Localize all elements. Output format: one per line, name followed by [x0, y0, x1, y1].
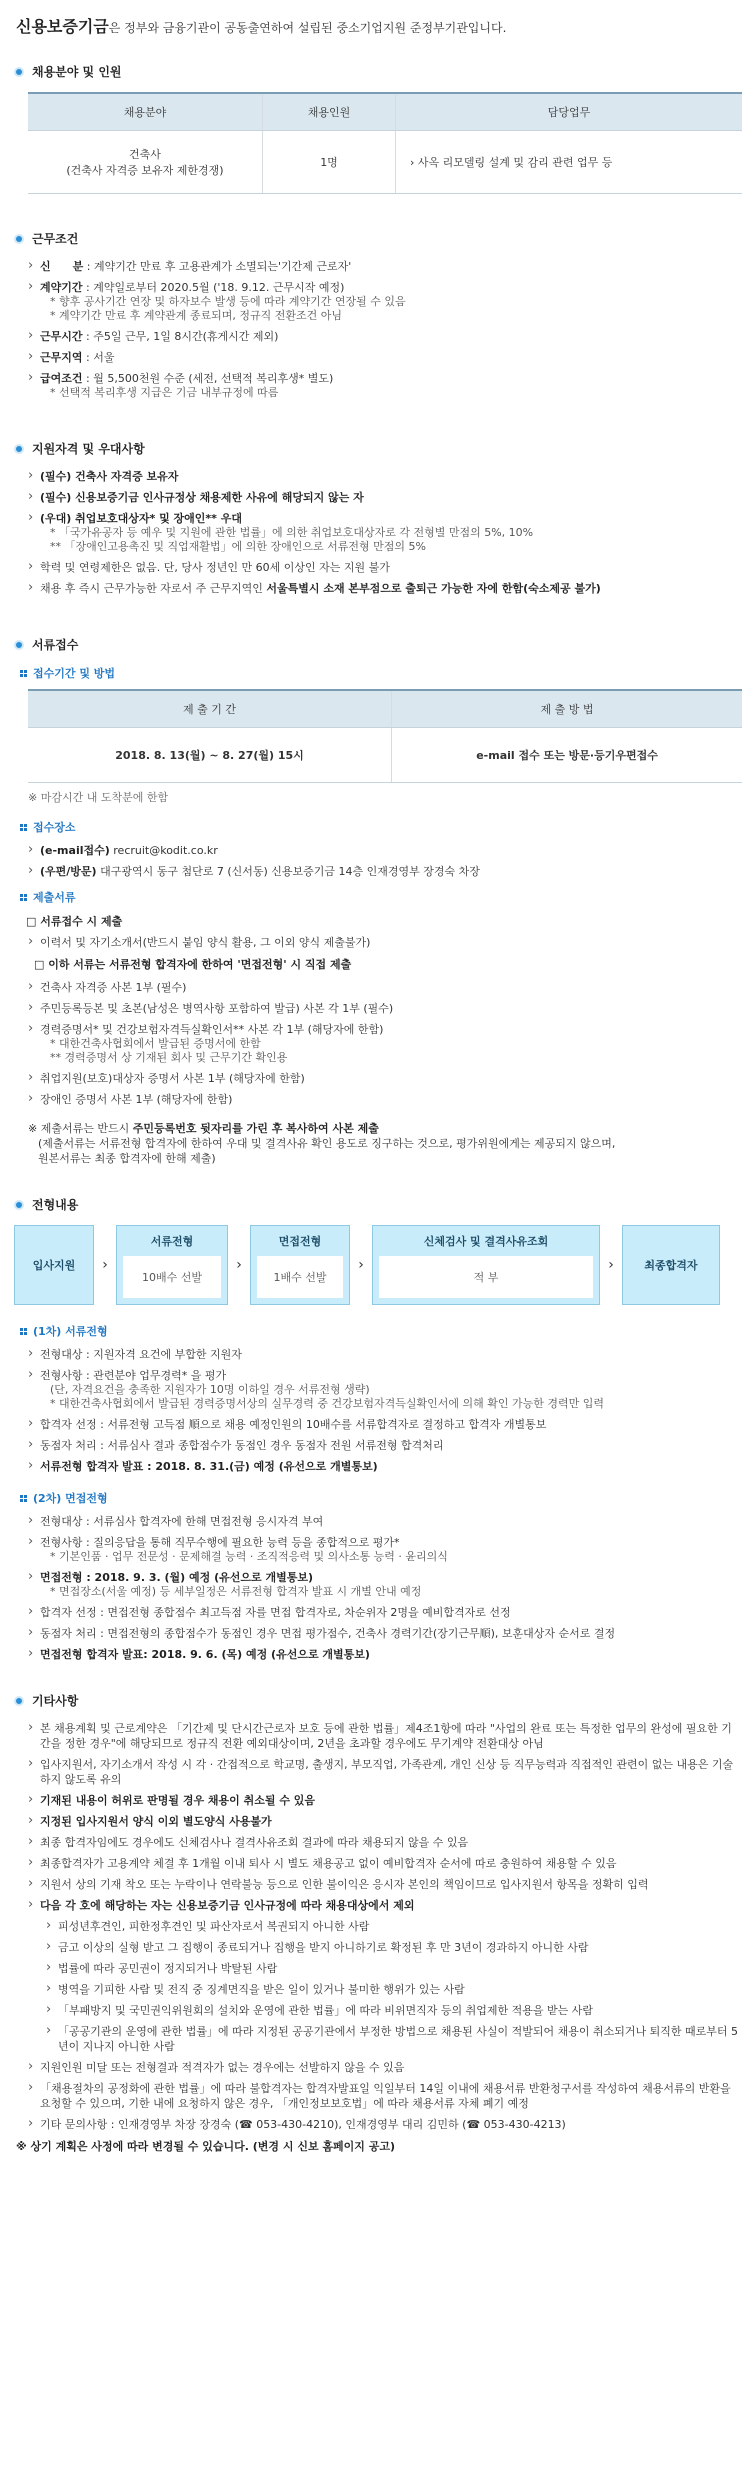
note-emphasis: 주민등록번호 뒷자리를 가린 후 복사하여 사본 제출 [132, 1122, 379, 1135]
item-text: 학력 및 연령제한은 없음. 단, 당사 정년인 만 60세 이상인 자는 지원 불가 [40, 561, 390, 574]
item-text: 합격자 선정 : 서류전형 고득점 順으로 채용 예정인원의 10배수를 서류합격자로 결정하고 합격자 개별통보 [40, 1418, 547, 1431]
list-item [28, 1814, 742, 1829]
sub-list-item: › 금고 이상의 실형 받고 그 집행이 종료되거나 집행을 받지 아니하기로 확정된 후 만 3년이 경과하지 아니한 사람 [46, 1940, 742, 1955]
item-text: 동점자 처리 : 서류심사 결과 종합점수가 동점인 경우 동점자 전원 서류전형 합격처리 [40, 1439, 444, 1452]
item-text: 경력증명서* 및 건강보험자격득실확인서** 사본 각 1부 (해당자에 한함) [40, 1023, 384, 1036]
docs-list [28, 980, 742, 1107]
item-note: ** 「장애인고용촉진 및 직업재활법」에 의한 장애인으로 서류전형 만점의 5% [50, 540, 426, 553]
col-header: 제 출 방 법 [392, 690, 742, 728]
item-note: * 기본인품 · 업무 전문성 · 문제해결 능력 · 조직적응력 및 의사소통 능력 · 윤리의식 [50, 1550, 448, 1563]
list-item [28, 1438, 742, 1453]
item-note: * 면접장소(서울 예정) 등 세부일정은 서류전형 합격자 발표 시 개별 안내 예정 [50, 1585, 422, 1598]
note-text: (제출서류는 서류전형 합격자에 한하여 우대 및 결격사유 확인 용도로 징구하는 것으로, 평가위원에게는 제공되지 않으며, [38, 1137, 616, 1150]
item-note: * 향후 공사기간 연장 및 하자보수 발생 등에 따라 계약기간 연장될 수 있음 [50, 295, 406, 308]
item-text: 전형사항 : 질의응답을 통해 직무수행에 필요한 능력 등을 종합적으로 평가* [40, 1536, 400, 1549]
item-note: (단, 자격요건을 충족한 지원자가 10명 이하일 경우 서류전형 생략) [50, 1383, 370, 1396]
flow-step [250, 1225, 350, 1305]
section-title: 근무조건 [32, 232, 79, 246]
flow-step [116, 1225, 228, 1305]
item-text: 「채용절차의 공정화에 관한 법률」에 따라 불합격자는 합격자발표일 익일부터 14일 이내에 채용서류 반환청구서를 작성하여 채용서류의 반환을 요청할 수 있으며, 기한 내에 요청하지 않은 경우, 「개인정보보호법」에 따라 채용서류 자체 폐기 예정 [40, 2082, 731, 2110]
chevron-right-icon: › [608, 1257, 614, 1273]
item-label: (우편/방문) [40, 865, 97, 878]
list-item [28, 1001, 742, 1016]
table-cell: › 사옥 리모델링 설계 및 감리 관련 업무 등 [396, 131, 743, 194]
subsection-icon [20, 824, 27, 831]
table-cell: e-mail 접수 또는 방문·등기우편접수 [392, 728, 742, 783]
list-item [28, 1535, 742, 1564]
item-text: 지원서 상의 기재 착오 또는 누락이나 연락불능 등으로 인한 불이익은 응시자 본인의 책임이므로 입사지원서 항목을 정확히 입력 [40, 1878, 649, 1891]
list-item [28, 1835, 742, 1850]
list-item [28, 511, 742, 554]
item-text: 전형사항 : 관련분야 업무경력* 을 평가 [40, 1369, 227, 1382]
section-title: 기타사항 [32, 1694, 79, 1708]
sub-list-item: › 「부패방지 및 국민권익위원회의 설치와 운영에 관한 법률」에 따라 비위면직자 등의 취업제한 적용을 받는 사람 [46, 2003, 742, 2018]
field-name: 건축사 [129, 148, 161, 161]
item-note: * 선택적 복리후생 지급은 기금 내부규정에 따름 [50, 386, 279, 399]
item-text: : 월 5,500천원 수준 (세전, 선택적 복리후생* 별도) [82, 372, 334, 385]
list-item [28, 1793, 742, 1808]
sub-list-item: › 피성년후견인, 피한정후견인 및 파산자로서 복권되지 아니한 사람 [46, 1919, 742, 1934]
step2-list [28, 1514, 742, 1662]
page [14, 0, 742, 2154]
subsection-icon [20, 1328, 27, 1335]
item-text: 최종 합격자임에도 경우에도 신체검사나 결격사유조회 결과에 따라 채용되지 않을 수 있음 [40, 1836, 469, 1849]
section-bullet-icon [14, 1696, 24, 1706]
list-item [28, 329, 742, 344]
item-text: (필수) 건축사 자격증 보유자 [40, 470, 179, 483]
section-title: 채용분야 및 인원 [32, 65, 122, 79]
section-bullet-icon [14, 1200, 24, 1210]
list-item [28, 469, 742, 484]
process-flow [14, 1225, 742, 1305]
item-text: : 계약일로부터 2020.5월 ('18. 9.12. 근무시작 예정) [82, 281, 345, 294]
place-list [28, 843, 742, 879]
section-bullet-icon [14, 640, 24, 650]
section-bullet-icon [14, 444, 24, 454]
item-text: 동점자 처리 : 면접전형의 종합점수가 동점인 경우 면접 평가점수, 건축사 경력기간(장기근무順), 보훈대상자 순서로 결정 [40, 1627, 616, 1640]
field-sub: (건축사 자격증 보유자 제한경쟁) [66, 164, 224, 177]
item-text: 최종합격자가 고용계약 체결 후 1개월 이내 퇴사 시 별도 채용공고 없이 예비합격자 순서에 따로 충원하여 채용할 수 있음 [40, 1857, 617, 1870]
col-header: 제 출 기 간 [28, 690, 392, 728]
flow-step-sub: 10배수 선발 [123, 1256, 221, 1298]
item-label: 신 분 [40, 260, 84, 273]
list-item [28, 259, 742, 274]
item-text: 입사지원서, 자기소개서 작성 시 각 · 간접적으로 학교명, 출생지, 부모직업, 가족관계, 개인 신상 등 직무능력과 직접적인 관련이 없는 내용은 기술하지 않도록 유의 [40, 1758, 734, 1786]
list-item [28, 350, 742, 365]
item-text: 기재된 내용이 허위로 판명될 경우 채용이 취소될 수 있음 [40, 1794, 316, 1807]
docs-list [28, 935, 742, 950]
list-item [28, 1605, 742, 1620]
subsection-title: 접수기간 및 방법 [33, 667, 116, 680]
email-address[interactable]: recruit@kodit.co.kr [113, 844, 218, 857]
section-process [14, 1196, 742, 1662]
flow-step-label: 면접전형 [278, 1235, 322, 1248]
list-item [28, 2081, 742, 2111]
item-text: 면접전형 합격자 발표: 2018. 9. 6. (목) 예정 (유선으로 개별통보) [40, 1648, 370, 1661]
section-title: 지원자격 및 우대사항 [32, 442, 145, 456]
item-text: 채용 후 즉시 근무가능한 자로서 주 근무지역인 [40, 582, 267, 595]
table-cell: 2018. 8. 13(월) ~ 8. 27(월) 15시 [28, 728, 392, 783]
item-note: * 「국가유공자 등 예우 및 지원에 관한 법률」에 의한 취업보호대상자로 각 전형별 만점의 5%, 10% [50, 526, 534, 539]
item-note: * 계약기간 만료 후 계약관계 종료되며, 정규직 전환조건 아님 [50, 309, 342, 322]
sub-list-item: › 병역을 기피한 사람 및 전직 중 징계면직을 받은 일이 있거나 불미한 행위가 있는 사람 [46, 1982, 742, 1997]
item-text: 전형대상 : 지원자격 요건에 부합한 지원자 [40, 1348, 242, 1361]
list-item [28, 1647, 742, 1662]
item-text: 다음 각 호에 해당하는 자는 신용보증기금 인사규정에 따라 채용대상에서 제외 [40, 1899, 415, 1912]
table-cell: 1명 [263, 131, 396, 194]
docs-heading: □ 이하 서류는 서류전형 합격자에 한하여 '면접전형' 시 직접 제출 [34, 958, 352, 971]
flow-step-sub: 적 부 [379, 1256, 593, 1298]
list-item [28, 2060, 742, 2075]
subsection-icon [20, 894, 27, 901]
flow-step-label: 서류전형 [150, 1235, 194, 1248]
note-text: 원본서류는 최종 합격자에 한해 제출) [38, 1152, 216, 1165]
item-note: ** 경력증명서 상 기재된 회사 및 근무기간 확인용 [50, 1051, 288, 1064]
item-text: 지정된 입사지원서 양식 이외 별도양식 사용불가 [40, 1815, 272, 1828]
subsection-title: 접수장소 [33, 821, 76, 834]
note-text: ※ 제출서류는 반드시 [28, 1122, 133, 1135]
list-item [28, 581, 742, 596]
item-label: 급여조건 [40, 372, 83, 385]
subsection-title: (2차) 면접전형 [33, 1492, 108, 1505]
item-note: * 대한건축사협회에서 발급된 경력증명서상의 실무경력 중 건강보험자격득실확인서에 의해 확인 가능한 경력만 입력 [50, 1397, 605, 1410]
list-item [28, 2117, 742, 2132]
item-label: 계약기간 [40, 281, 83, 294]
col-header: 담당업무 [396, 93, 743, 131]
col-header: 채용인원 [263, 93, 396, 131]
intro-title: 신용보증기금 [16, 17, 109, 36]
flow-step-label: 최종합격자 [644, 1259, 698, 1272]
item-text: : 계약기간 만료 후 고용관계가 소멸되는'기간제 근로자' [83, 260, 352, 273]
subsection-icon [20, 1495, 27, 1502]
docs-heading: □ 서류접수 시 제출 [26, 915, 123, 928]
item-text: 전형대상 : 서류심사 합격자에 한해 면접전형 응시자격 부여 [40, 1515, 324, 1528]
item-text: (필수) 신용보증기금 인사규정상 채용제한 사유에 해당되지 않는 자 [40, 491, 364, 504]
item-text: 취업지원(보호)대상자 증명서 사본 1부 (해당자에 한함) [40, 1072, 305, 1085]
item-text: 주민등록등본 및 초본(남성은 병역사항 포함하여 발급) 사본 각 1부 (필수) [40, 1002, 394, 1015]
item-note: * 대한건축사협회에서 발급된 증명서에 한함 [50, 1037, 261, 1050]
list-item [28, 1570, 742, 1599]
period-note: ※ 마감시간 내 도착분에 한함 [28, 791, 169, 804]
docs-note [28, 1121, 742, 1166]
list-item [28, 1417, 742, 1432]
flow-step-label: 신체검사 및 결격사유조회 [423, 1235, 549, 1248]
subsection-icon [20, 670, 27, 677]
list-item [28, 280, 742, 323]
item-text: 면접전형 : 2018. 9. 3. (월) 예정 (유선으로 개별통보) [40, 1571, 313, 1584]
chevron-right-icon: › [358, 1257, 364, 1273]
flow-step-label: 입사지원 [32, 1259, 76, 1272]
list-item [28, 1877, 742, 1892]
item-text: 장애인 증명서 사본 1부 (해당자에 한함) [40, 1093, 233, 1106]
list-item [28, 490, 742, 505]
qualifications-list [28, 469, 742, 596]
list-item [28, 1368, 742, 1411]
recruit-table [28, 92, 742, 194]
flow-step [14, 1225, 94, 1305]
subsection-title: (1차) 서류전형 [33, 1325, 108, 1338]
col-header: 채용분야 [28, 93, 263, 131]
item-text: (우대) 취업보호대상자* 및 장애인** 우대 [40, 512, 243, 525]
section-apply [14, 636, 742, 1166]
item-text: : 서울 [82, 351, 115, 364]
list-item [28, 1459, 742, 1474]
final-notice: ※ 상기 계획은 사정에 따라 변경될 수 있습니다. (변경 시 신보 홈페이지 공고) [16, 2140, 396, 2153]
table-cell [28, 131, 263, 194]
sub-list-item: › 「공공기관의 운영에 관한 법률」에 따라 지정된 공공기관에서 부정한 방법으로 채용된 사실이 적발되어 채용이 취소되거나 퇴직한 때로부터 5년이 지나지 아니한 사람 [46, 2024, 742, 2054]
period-table [28, 689, 742, 783]
list-item [28, 1757, 742, 1787]
step1-list [28, 1347, 742, 1474]
list-item [28, 935, 742, 950]
section-conditions [14, 230, 742, 400]
list-item [28, 560, 742, 575]
section-etc [14, 1692, 742, 2154]
list-item [28, 1721, 742, 1751]
list-item [28, 1898, 742, 2054]
etc-list [28, 1721, 742, 2132]
item-text: 본 채용계획 및 근로계약은 「기간제 및 단시간근로자 보호 등에 관한 법률」제4조1항에 따라 "사업의 완료 또는 특정한 업무의 완성에 필요한 기간을 정한 경우"에 해당되므로 정규직 전환 예외대상이며, 2년을 초과할 경우에도 무기계약 전환대상 아님 [40, 1722, 732, 1750]
item-label: (e-mail접수) [40, 844, 110, 857]
flow-step [622, 1225, 720, 1305]
chevron-right-icon: › [102, 1257, 108, 1273]
section-recruit [14, 63, 742, 194]
intro-text: 은 정부와 금융기관이 공동출연하여 설립된 중소기업지원 준정부기관입니다. [108, 21, 507, 35]
list-item [28, 1092, 742, 1107]
section-bullet-icon [14, 234, 24, 244]
item-text: 대구광역시 동구 첨단로 7 (신서동) 신용보증기금 14층 인재경영부 장경숙 차장 [100, 865, 480, 878]
list-item [28, 1022, 742, 1065]
conditions-list [28, 259, 742, 400]
flow-step-sub: 1배수 선발 [257, 1256, 343, 1298]
list-item [28, 864, 742, 879]
sub-list-item: › 법률에 따라 공민권이 정지되거나 박탈된 사람 [46, 1961, 742, 1976]
list-item [28, 1347, 742, 1362]
list-item [28, 1514, 742, 1529]
section-title: 서류접수 [32, 638, 79, 652]
list-item [28, 1071, 742, 1086]
item-text: 건축사 자격증 사본 1부 (필수) [40, 981, 187, 994]
list-item [28, 1856, 742, 1871]
table-row [28, 728, 742, 783]
item-text: 기타 문의사항 : 인재경영부 차장 장경숙 (☎ 053-430-4210), 인재경영부 대리 김민하 (☎ 053-430-4213) [40, 2118, 566, 2131]
item-label: 근무지역 [40, 351, 83, 364]
flow-step [372, 1225, 600, 1305]
item-label: 근무시간 [40, 330, 83, 343]
subsection-title: 제출서류 [33, 891, 76, 904]
item-text: 합격자 선정 : 면접전형 종합점수 최고득점 자를 면접 합격자로, 차순위자 2명을 예비합격자로 선정 [40, 1606, 511, 1619]
chevron-right-icon: › [236, 1257, 242, 1273]
list-item [28, 980, 742, 995]
item-emphasis: 서울특별시 소재 본부점으로 출퇴근 가능한 자에 한함(숙소제공 불가) [266, 582, 601, 595]
list-item [28, 371, 742, 400]
list-item [28, 843, 742, 858]
item-text: 이력서 및 자기소개서(반드시 붙임 양식 활용, 그 이외 양식 제출불가) [40, 936, 371, 949]
section-title: 전형내용 [32, 1198, 79, 1212]
item-text: 서류전형 합격자 발표 : 2018. 8. 31.(금) 예정 (유선으로 개별통보) [40, 1460, 378, 1473]
table-row [28, 131, 742, 194]
section-qualifications [14, 440, 742, 596]
item-text: 지원인원 미달 또는 전형결과 적격자가 없는 경우에는 선발하지 않을 수 있음 [40, 2061, 405, 2074]
item-text: : 주5일 근무, 1일 8시간(휴게시간 제외) [82, 330, 279, 343]
list-item [28, 1626, 742, 1641]
sub-list [46, 1919, 742, 2054]
section-bullet-icon [14, 67, 24, 77]
intro [16, 14, 742, 37]
